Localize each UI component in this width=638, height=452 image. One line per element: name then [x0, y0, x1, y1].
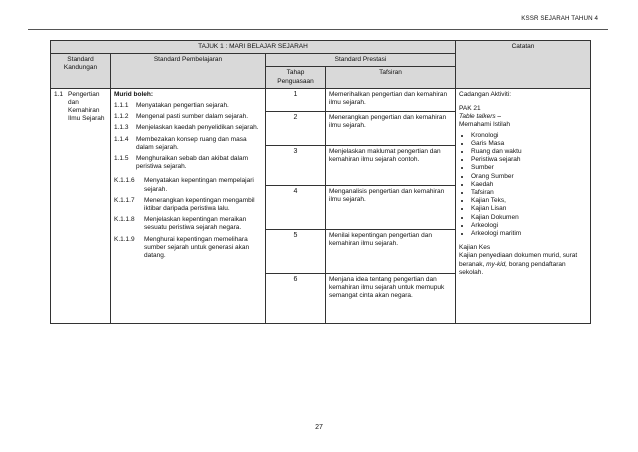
- prestasi-heading: Standard Prestasi: [266, 54, 456, 67]
- k-learning-item: K.1.1.6 Menyatakan kepentingan mempelajari sejarah.: [114, 177, 254, 193]
- term-item: • Arkeologi: [471, 222, 587, 230]
- band-text: Menjana idea tentang pengertian dan kemahiran ilmu sejarah untuk memupuk semangat cinta akan negara.: [326, 273, 456, 323]
- band-text: Menganalisis pengertian dan kemahiran ilmu sejarah.: [326, 185, 456, 229]
- term-item: • Orang Sumber: [471, 173, 587, 181]
- band-text: Menilai kepentingan pengertian dan kemahiran ilmu sejarah.: [326, 229, 456, 273]
- kandungan-text: Pengertian dan Kemahiran Ilmu Sejarah: [68, 90, 105, 123]
- tafsiran-heading: Tafsiran: [326, 67, 456, 88]
- catatan-heading: Catatan: [456, 41, 591, 89]
- header-divider: [28, 29, 608, 30]
- k-learning-item: K.1.1.8 Menjelaskan kepentingan meraikan sesuatu peristiwa sejarah negara.: [114, 216, 247, 232]
- catatan-cell: [456, 88, 591, 323]
- table-talkers-label: Table talkers –: [459, 113, 502, 121]
- band-level: 3: [266, 145, 326, 185]
- pembelajaran-cell: [111, 88, 266, 323]
- document-header-title: KSSR SEJARAH TAHUN 4: [521, 15, 598, 22]
- band-level: 6: [266, 273, 326, 323]
- term-item: • Ruang dan waktu: [471, 148, 587, 156]
- term-item: • Garis Masa: [471, 140, 587, 148]
- tahap-heading: Tahap Penguasaan: [266, 67, 326, 88]
- murid-boleh-label: Murid boleh:: [114, 90, 153, 98]
- k-learning-item: K.1.1.7 Menerangkan kepentingan mengambil iktibar daripada peristiwa lalu.: [114, 196, 255, 213]
- band-level: 2: [266, 111, 326, 145]
- band-level: 5: [266, 229, 326, 273]
- term-item: • Kajian Teks,: [471, 197, 587, 205]
- syllabus-table: [50, 40, 591, 324]
- cadangan-label: Cadangan Aktiviti:: [459, 90, 512, 98]
- kajian-kes-label: Kajian Kes: [459, 244, 491, 252]
- band-level: 1: [266, 88, 326, 111]
- learning-item: 1.1.1 Menyatakan pengertian sejarah.: [114, 102, 229, 110]
- term-item: • Tafsiran: [471, 189, 587, 197]
- learning-item: 1.1.2 Mengenal pasti sumber dalam sejarah.: [114, 113, 249, 121]
- term-item: • Kronologi: [471, 132, 587, 140]
- kandungan-code: 1.1: [54, 90, 64, 98]
- k-learning-item: K.1.1.9 Menghurai kepentingan memelihara sumber sejarah untuk generasi akan datang.: [114, 235, 250, 260]
- topic-heading: TAJUK 1 : MARI BELAJAR SEJARAH: [51, 41, 456, 54]
- kandungan-heading: Standard Kandungan: [51, 54, 111, 89]
- pembelajaran-heading: Standard Pembelajaran: [111, 54, 266, 89]
- band-text: Menjelaskan maklumat pengertian dan kemahiran ilmu sejarah contoh.: [326, 145, 456, 185]
- kajian-desc: Kajian penyediaan dokumen murid, surat beranak, my-kid, borang pendaftaran sekolah.: [459, 252, 578, 276]
- band-level: 4: [266, 185, 326, 229]
- term-item: • Sumber: [471, 164, 587, 172]
- learning-item: 1.1.5 Menghuraikan sebab dan akibat dalam peristiwa sejarah.: [114, 155, 249, 171]
- term-item: • Kajian Lisan: [471, 205, 587, 213]
- learning-item: 1.1.4 Membezakan konsep ruang dan masa dalam sejarah.: [114, 135, 247, 151]
- mykid-text: my-kid,: [486, 260, 508, 268]
- terms-list: [459, 132, 587, 239]
- kandungan-cell: [51, 88, 111, 323]
- page-number: 27: [315, 424, 323, 431]
- band-text: Memerihalkan pengertian dan kemahiran ilmu sejarah.: [326, 88, 456, 111]
- learning-item: 1.1.3 Menjelaskan kaedah penyelidikan sejarah.: [114, 124, 259, 132]
- term-item: • Kajian Dokumen: [471, 214, 587, 222]
- memahami-label: Memahami Istilah: [459, 121, 510, 129]
- term-item: • Arkeologi maritim: [471, 230, 587, 238]
- pak-label: PAK 21: [459, 105, 481, 113]
- term-item: • Peristiwa sejarah: [471, 156, 587, 164]
- band-text: Menerangkan pengertian dan kemahiran ilmu sejarah.: [326, 111, 456, 145]
- term-item: • Kaedah: [471, 181, 587, 189]
